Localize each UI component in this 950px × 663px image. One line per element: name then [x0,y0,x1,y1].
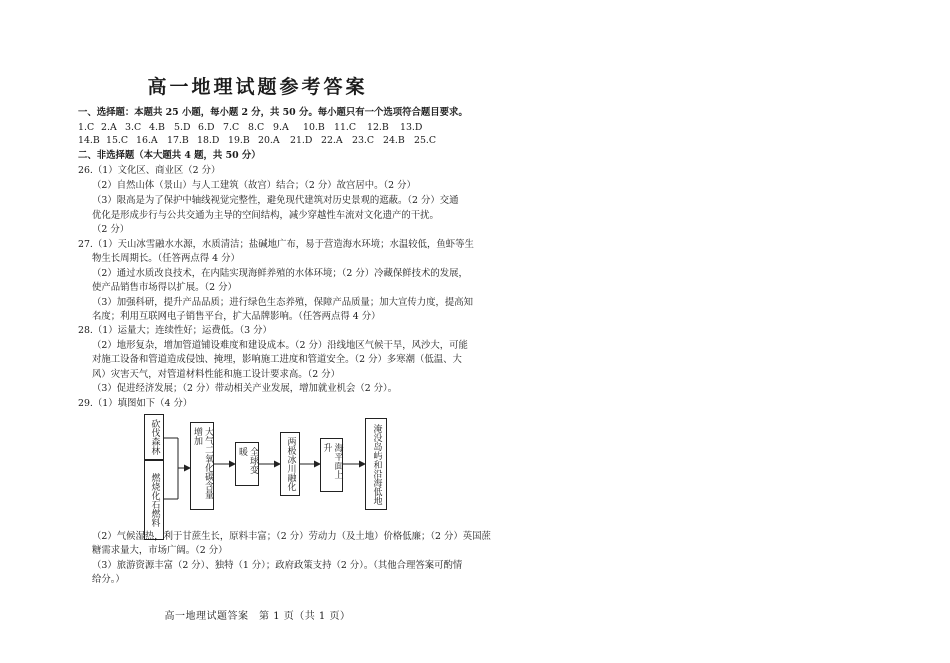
q28-line: 28.（1）运量大；连续性好；运费低。（3 分） [78,325,272,336]
q27-line: 名度；利用互联网电子销售平台，扩大品牌影响。（任答两点得 4 分） [92,311,381,322]
answer-item: 25.C [414,135,437,146]
answer-item: 5.D [174,122,191,133]
answer-row-1 [78,121,518,134]
box-global-warming: 全球变暖 [235,442,259,486]
answer-item: 9.A [273,122,289,133]
page-title: 高一地理试题参考答案 [147,76,368,98]
q27-line: 使产品销售市场得以扩展。（2 分） [92,282,237,293]
q29-line: 29.（1）填图如下（4 分） [78,398,193,409]
answer-item: 17.B [167,135,189,146]
answer-item: 15.C [106,135,129,146]
box-sea-level-rise: 海平面上升 [320,438,343,492]
answer-item: 13.D [400,122,423,133]
answer-item: 23.C [352,135,375,146]
box-glacier-melt: 两极冰川融化 [280,432,300,496]
answer-item: 19.B [228,135,250,146]
q28-line: 对施工设备和管道造成侵蚀、掩埋，影响施工进度和管道安全。（2 分）多寒潮（低温、大 [92,354,462,365]
answer-item: 18.D [197,135,220,146]
q29-line: （3）旅游资源丰富（2 分）、独特（1 分）；政府政策支持（2 分）。（其他合理答案可酌情 [92,560,463,571]
q26-line: （3）限高是为了保护中轴线视觉完整性，避免现代建筑对历史景观的遮蔽。（2 分）交通 [92,195,459,206]
answer-item: 6.D [198,122,215,133]
q26-line: 优化是形成步行与公共交通为主导的空间结构，减少穿越性车流对文化遗产的干扰。 [92,210,439,221]
q28-line: （2）地形复杂，增加管道铺设难度和建设成本。（2 分）沿线地区气候干旱，风沙大，可能 [92,340,468,351]
answer-item: 16.A [136,135,158,146]
answer-item: 22.A [321,135,343,146]
q27-line: 物生长周期长。（任答两点得 4 分） [92,253,240,264]
answer-item: 7.C [223,122,240,133]
box-deforestation: 砍伐森林 [144,414,164,460]
box-fossil-fuel: 燃烧化石燃料 [144,460,164,540]
answer-item: 10.B [303,122,325,133]
q29-line: 糖需求量大，市场广阔。（2 分） [92,545,228,556]
answer-item: 12.B [367,122,389,133]
answer-item: 3.C [125,122,142,133]
answer-row-2 [78,134,518,147]
q27-line: （3）加强科研，提升产品品质；进行绿色生态养殖，保障产品质量；加大宣传力度，提高知 [92,297,473,308]
answer-item: 2.A [101,122,117,133]
section1-heading: 一、选择题：本题共 25 小题，每小题 2 分，共 50 分。每小题只有一个选项符合题目要求。 [78,107,468,118]
answer-item: 8.C [248,122,265,133]
answer-item: 14.B [78,135,100,146]
answer-item: 21.D [290,135,313,146]
answer-item: 4.B [149,122,165,133]
q28-line: 风）灾害天气，对管道材料性能和施工设计要求高。（2 分） [92,369,341,380]
q26-line: （2 分） [92,224,130,235]
q29-line: （2）气候湿热，利于甘蔗生长，原料丰富；（2 分）劳动力（及土地）价格低廉；（2 分）英国蔗 [92,531,491,542]
q27-line: （2）通过水质改良技术，在内陆实现海鲜养殖的水体环境；（2 分）冷藏保鲜技术的发展， [92,268,468,279]
connector-left-bracket [164,438,190,499]
q28-line: （3）促进经济发展；（2 分）带动相关产业发展，增加就业机会（2 分）。 [92,383,398,394]
box-flooding: 淹没岛屿和沿海低地 [365,418,387,510]
box-co2-increase: 大气二氧化碳含量增加 [190,422,214,510]
answer-item: 1.C [78,122,95,133]
q27-line: 27.（1）天山冰雪融水水源，水质清洁；盐碱地广布，易于营造海水环境；水温较低，鱼虾等生 [78,239,474,250]
answer-item: 11.C [334,122,357,133]
page-footer: 高一地理试题答案 第 1 页（共 1 页） [164,611,351,622]
q29-line: 给分。） [92,574,125,585]
q26-line: 26.（1）文化区、商业区（2 分） [78,165,221,176]
q26-line: （2）自然山体（景山）与人工建筑（故宫）结合；（2 分）故宫居中。（2 分） [92,180,416,191]
answer-item: 20.A [258,135,280,146]
answer-item: 24.B [383,135,405,146]
section2-heading: 二、非选择题（本大题共 4 题，共 50 分） [78,150,261,161]
